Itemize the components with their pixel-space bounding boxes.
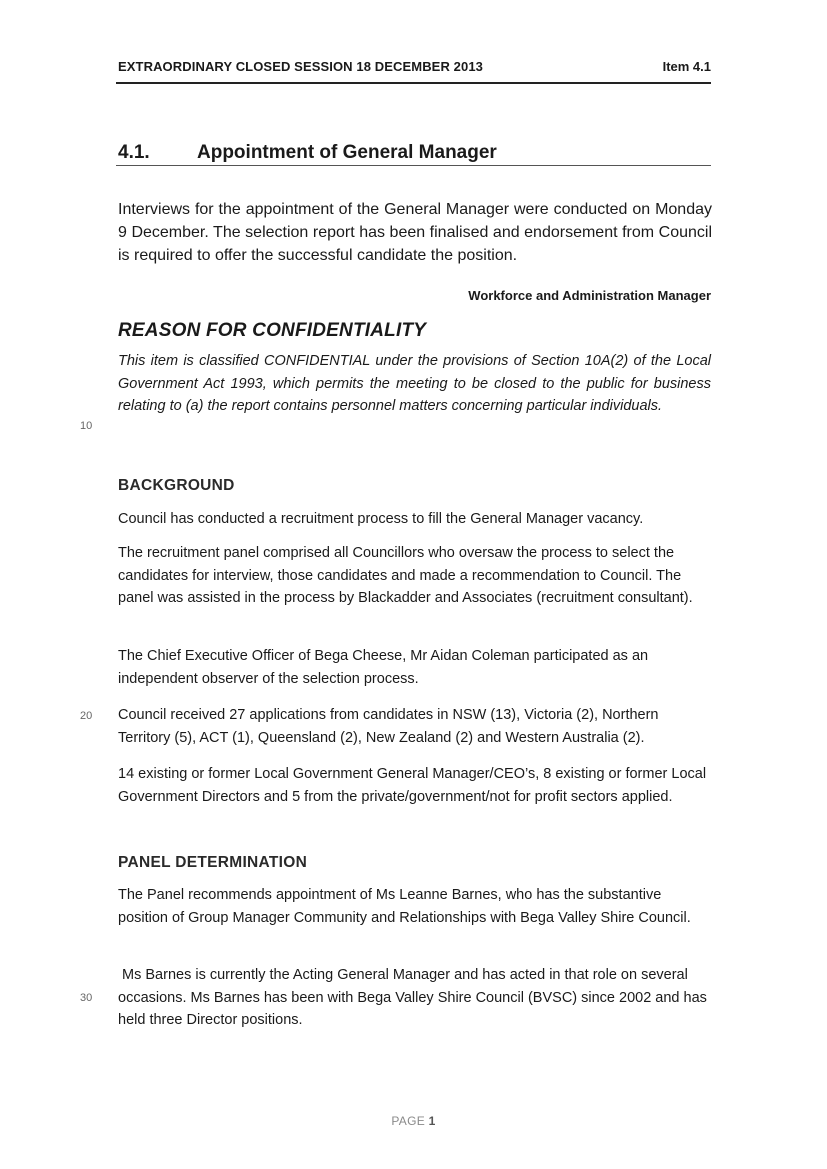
header-divider	[116, 82, 711, 84]
panel-heading: PANEL DETERMINATION	[118, 854, 308, 871]
line-number: 30	[80, 992, 93, 1004]
session-header: EXTRAORDINARY CLOSED SESSION 18 DECEMBER 2013	[118, 59, 483, 74]
section-number: 4.1.	[118, 142, 150, 163]
page-label: PAGE	[391, 1114, 426, 1128]
background-paragraph: The recruitment panel comprised all Councillors who oversaw the process to select the candidates for interview, those candidates and made a recommendation to Council. The panel was assisted in the process by Blackadder and Associates (recruitment consultant).	[118, 545, 693, 606]
background-paragraph: The Chief Executive Officer of Bega Cheese, Mr Aidan Coleman participated as an independent observer of the selection process.	[118, 648, 649, 687]
page-number: 1	[428, 1114, 436, 1128]
report-author: Workforce and Administration Manager	[468, 288, 711, 303]
page-footer	[0, 1114, 827, 1128]
background-paragraph: 14 existing or former Local Government General Manager/CEO’s, 8 existing or former Local Government Directors and 5 from the private/government/not for profit sectors applied.	[118, 766, 707, 805]
background-paragraph: Council received 27 applications from candidates in NSW (13), Victoria (2), Northern Territory (5), ACT (1), Queensland (2), New Zealand (2) and Western Australia (2).	[118, 707, 659, 746]
title-divider	[116, 165, 711, 166]
line-number: 10	[80, 420, 93, 432]
intro-paragraph: Interviews for the appointment of the General Manager were conducted on Monday 9 December. The selection report has been finalised and endorsement from Council is required to offer the successful candidate the position.	[118, 201, 712, 264]
panel-paragraph: The Panel recommends appointment of Ms Leanne Barnes, who has the substantive position of Group Manager Community and Relationships with Bega Valley Shire Council.	[118, 887, 691, 926]
panel-paragraph: Ms Barnes is currently the Acting General Manager and has acted in that role on several occasions. Ms Barnes has been with Bega Valley Shire Council (BVSC) since 2002 and has held three Director positions.	[118, 967, 711, 1028]
item-number: Item 4.1	[662, 59, 711, 74]
background-heading: BACKGROUND	[118, 477, 235, 494]
confidentiality-heading: REASON FOR CONFIDENTIALITY	[118, 320, 427, 341]
page-title: Appointment of General Manager	[197, 142, 497, 163]
line-number: 20	[80, 710, 93, 722]
confidentiality-text: This item is classified CONFIDENTIAL under the provisions of Section 10A(2) of the Local Government Act 1993, which permits the meeting to be closed to the public for business relating to (a) the report contains personnel matters concerning particular individuals.	[118, 353, 711, 414]
background-paragraph: Council has conducted a recruitment process to fill the General Manager vacancy.	[118, 511, 644, 527]
